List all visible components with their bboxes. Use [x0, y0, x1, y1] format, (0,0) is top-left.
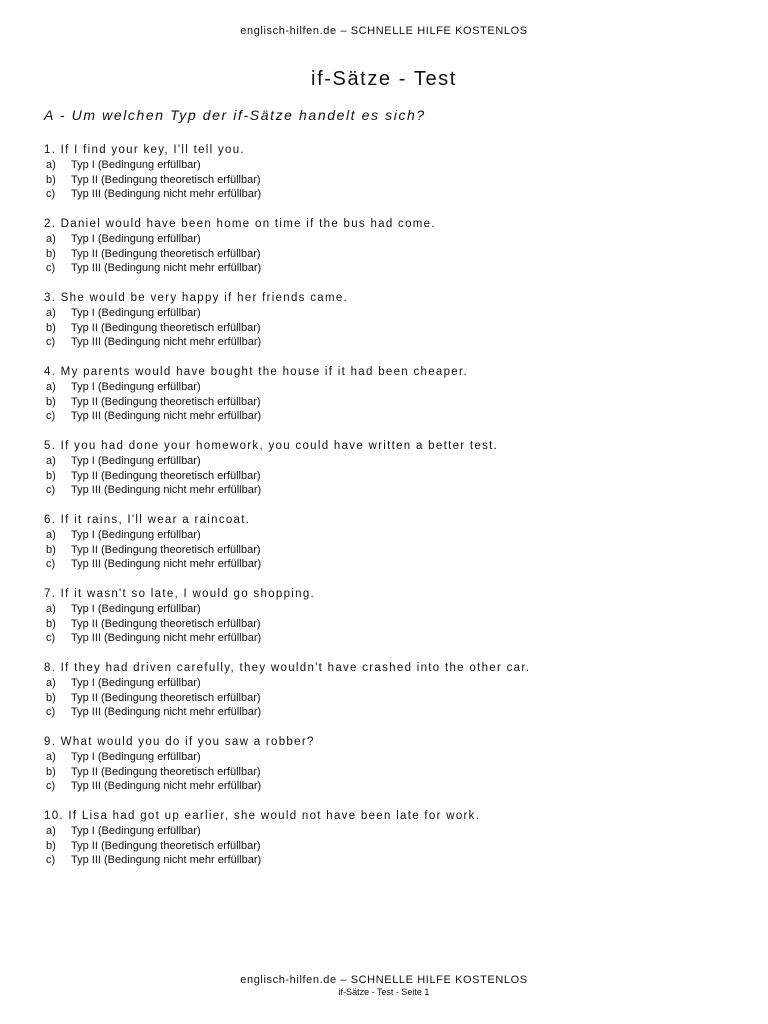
answer-option	[44, 409, 744, 424]
option-letter: b)	[46, 543, 56, 556]
option-text: Typ II (Bedingung theoretisch erfüllbar)	[71, 173, 261, 186]
answer-option	[44, 247, 744, 262]
answer-option	[44, 187, 744, 202]
question-text: 6. If it rains, I'll wear a raincoat.	[44, 514, 251, 526]
question-item	[44, 809, 744, 883]
question-text: 10. If Lisa had got up earlier, she would not have been late for work.	[44, 810, 481, 822]
option-letter: b)	[46, 247, 56, 260]
answer-option	[44, 617, 744, 632]
option-letter: b)	[46, 469, 56, 482]
option-text: Typ III (Bedingung nicht mehr erfüllbar)	[71, 632, 262, 645]
option-letter: a)	[46, 529, 56, 541]
answer-option	[44, 631, 744, 646]
option-text: Typ II (Bedingung theoretisch erfüllbar)	[71, 395, 261, 408]
question-text: 8. If they had driven carefully, they wouldn't have crashed into the other car.	[44, 662, 531, 674]
option-text: Typ III (Bedingung nicht mehr erfüllbar)	[71, 262, 262, 275]
page-footer	[0, 974, 768, 997]
question-text: 1. If I find your key, I'll tell you.	[44, 144, 245, 156]
answer-option	[44, 705, 744, 720]
footer-page-info: if-Sätze - Test - Seite 1	[338, 987, 430, 997]
answer-option	[44, 824, 744, 839]
option-text: Typ I (Bedingung erfüllbar)	[71, 603, 201, 615]
answer-option	[44, 454, 744, 469]
page-header: englisch-hilfen.de – SCHNELLE HILFE KOSTENLOS	[240, 25, 528, 37]
option-text: Typ I (Bedingung erfüllbar)	[71, 455, 201, 467]
question-text: 2. Daniel would have been home on time if the bus had come.	[44, 218, 436, 230]
answer-option	[44, 395, 744, 410]
option-letter: a)	[46, 603, 56, 615]
question-list	[44, 143, 744, 883]
question-item	[44, 291, 744, 365]
option-text: Typ II (Bedingung theoretisch erfüllbar)	[71, 469, 261, 482]
option-text: Typ III (Bedingung nicht mehr erfüllbar)	[71, 854, 262, 867]
answer-option	[44, 380, 744, 395]
option-letter: a)	[46, 233, 56, 245]
option-letter: c)	[46, 706, 56, 719]
option-letter: a)	[46, 307, 56, 319]
question-text: 3. She would be very happy if her friends came.	[44, 292, 349, 304]
option-text: Typ I (Bedingung erfüllbar)	[71, 233, 201, 245]
question-text: 9. What would you do if you saw a robber?	[44, 736, 315, 748]
option-text: Typ III (Bedingung nicht mehr erfüllbar)	[71, 336, 262, 349]
answer-option	[44, 543, 744, 558]
option-letter: c)	[46, 780, 56, 793]
option-letter: a)	[46, 751, 56, 763]
question-item	[44, 365, 744, 439]
option-text: Typ I (Bedingung erfüllbar)	[71, 677, 201, 689]
option-letter: b)	[46, 173, 56, 186]
question-item	[44, 587, 744, 661]
answer-option	[44, 158, 744, 173]
option-letter: c)	[46, 854, 56, 867]
option-text: Typ III (Bedingung nicht mehr erfüllbar)	[71, 558, 262, 571]
option-letter: b)	[46, 691, 56, 704]
option-text: Typ III (Bedingung nicht mehr erfüllbar)	[71, 780, 262, 793]
option-text: Typ III (Bedingung nicht mehr erfüllbar)	[71, 410, 262, 423]
option-letter: c)	[46, 188, 56, 201]
option-text: Typ II (Bedingung theoretisch erfüllbar)	[71, 765, 261, 778]
answer-option	[44, 528, 744, 543]
question-item	[44, 513, 744, 587]
option-letter: a)	[46, 825, 56, 837]
option-letter: c)	[46, 484, 56, 497]
option-text: Typ I (Bedingung erfüllbar)	[71, 825, 201, 837]
option-text: Typ I (Bedingung erfüllbar)	[71, 529, 201, 541]
footer-site: englisch-hilfen.de – SCHNELLE HILFE KOSTENLOS	[240, 974, 528, 986]
page-title: if-Sätze - Test	[311, 68, 457, 90]
section-heading: A - Um welchen Typ der if-Sätze handelt es sich?	[44, 107, 426, 123]
option-text: Typ II (Bedingung theoretisch erfüllbar)	[71, 691, 261, 704]
option-letter: a)	[46, 455, 56, 467]
option-text: Typ I (Bedingung erfüllbar)	[71, 159, 201, 171]
question-text: 7. If it wasn't so late, I would go shopping.	[44, 588, 316, 600]
answer-option	[44, 232, 744, 247]
option-text: Typ II (Bedingung theoretisch erfüllbar)	[71, 839, 261, 852]
answer-option	[44, 306, 744, 321]
question-text: 5. If you had done your homework, you could have written a better test.	[44, 440, 499, 452]
option-letter: c)	[46, 336, 56, 349]
option-letter: a)	[46, 677, 56, 689]
answer-option	[44, 321, 744, 336]
answer-option	[44, 483, 744, 498]
option-text: Typ II (Bedingung theoretisch erfüllbar)	[71, 321, 261, 334]
answer-option	[44, 335, 744, 350]
answer-option	[44, 173, 744, 188]
option-letter: a)	[46, 159, 56, 171]
question-item	[44, 143, 744, 217]
option-letter: c)	[46, 558, 56, 571]
answer-option	[44, 839, 744, 854]
question-item	[44, 439, 744, 513]
answer-option	[44, 853, 744, 868]
option-letter: b)	[46, 395, 56, 408]
option-text: Typ I (Bedingung erfüllbar)	[71, 751, 201, 763]
answer-option	[44, 557, 744, 572]
answer-option	[44, 602, 744, 617]
answer-option	[44, 750, 744, 765]
option-letter: b)	[46, 321, 56, 334]
option-letter: c)	[46, 632, 56, 645]
option-letter: b)	[46, 617, 56, 630]
answer-option	[44, 691, 744, 706]
option-text: Typ II (Bedingung theoretisch erfüllbar)	[71, 247, 261, 260]
option-text: Typ II (Bedingung theoretisch erfüllbar)	[71, 543, 261, 556]
option-letter: c)	[46, 410, 56, 423]
question-item	[44, 661, 744, 735]
answer-option	[44, 261, 744, 276]
option-letter: b)	[46, 839, 56, 852]
answer-option	[44, 779, 744, 794]
question-text: 4. My parents would have bought the house if it had been cheaper.	[44, 366, 468, 378]
option-text: Typ III (Bedingung nicht mehr erfüllbar)	[71, 706, 262, 719]
option-text: Typ I (Bedingung erfüllbar)	[71, 381, 201, 393]
question-item	[44, 217, 744, 291]
option-letter: a)	[46, 381, 56, 393]
answer-option	[44, 765, 744, 780]
answer-option	[44, 469, 744, 484]
option-text: Typ III (Bedingung nicht mehr erfüllbar)	[71, 188, 262, 201]
option-letter: b)	[46, 765, 56, 778]
option-text: Typ II (Bedingung theoretisch erfüllbar)	[71, 617, 261, 630]
option-text: Typ III (Bedingung nicht mehr erfüllbar)	[71, 484, 262, 497]
option-letter: c)	[46, 262, 56, 275]
question-item	[44, 735, 744, 809]
answer-option	[44, 676, 744, 691]
option-text: Typ I (Bedingung erfüllbar)	[71, 307, 201, 319]
